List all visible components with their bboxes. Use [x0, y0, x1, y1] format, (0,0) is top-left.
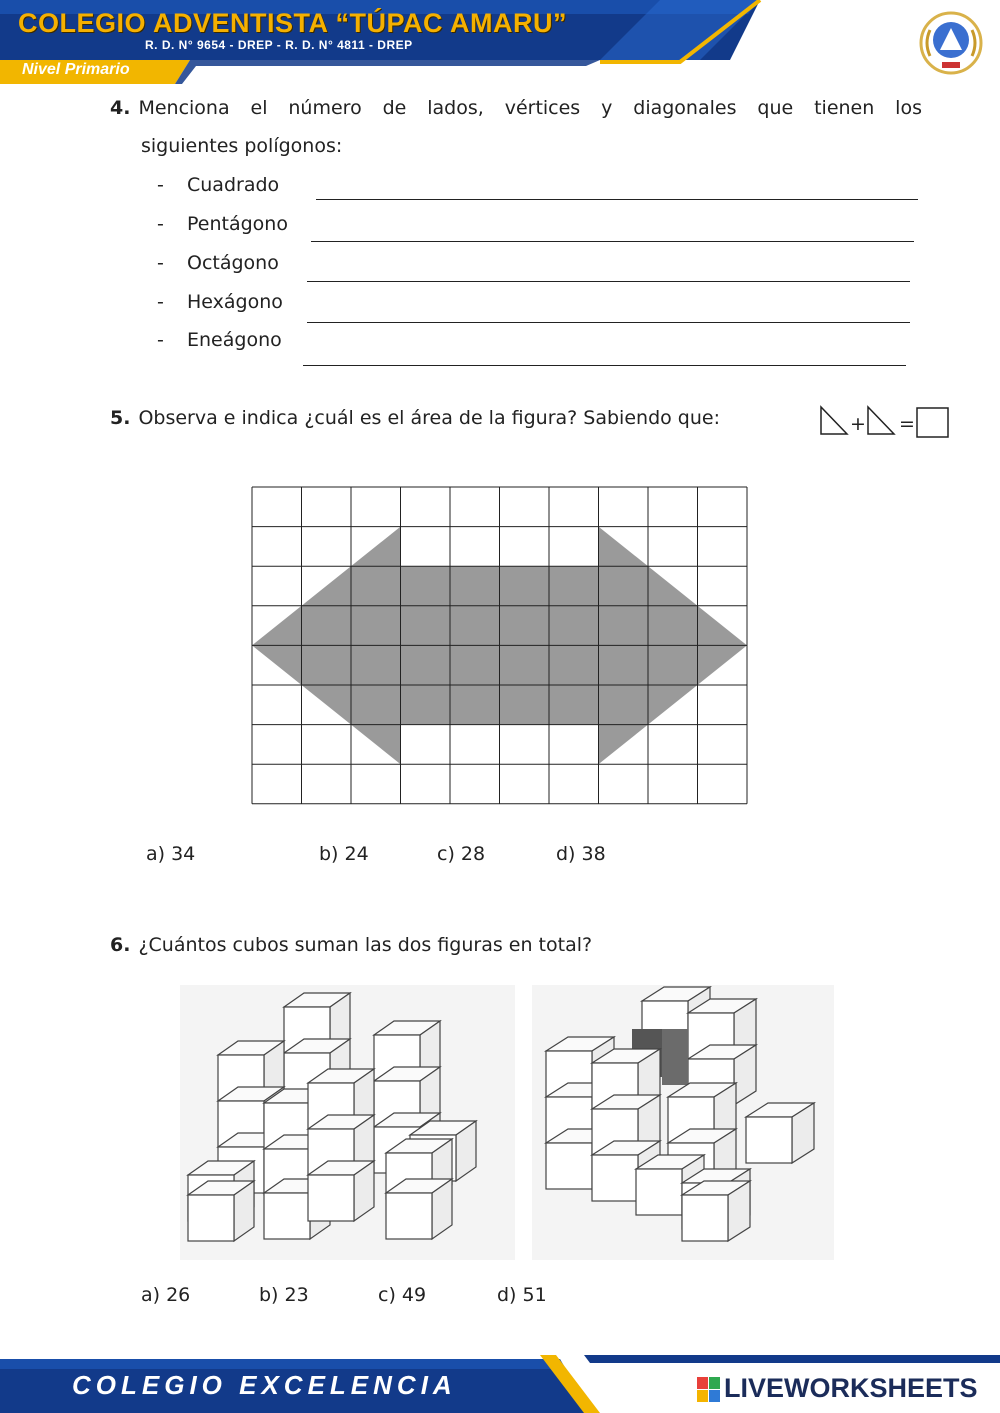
header-banner: [0, 0, 1000, 90]
level-label: Nivel Primario: [22, 61, 130, 78]
resolution-text: R. D. N° 9654 - DREP - R. D. N° 4811 - DREP: [145, 38, 413, 52]
q6-option-c[interactable]: c) 49: [378, 1284, 427, 1306]
q6-text: ¿Cuántos cubos suman las dos figuras en total?: [138, 934, 593, 956]
list-item: - Octágono: [157, 252, 279, 274]
cubes-figure-right: [532, 985, 834, 1260]
q5-text: Observa e indica ¿cuál es el área de la figura? Sabiendo que:: [138, 407, 720, 429]
plus-sign: +: [850, 413, 866, 435]
q5-option-a[interactable]: a) 34: [146, 843, 196, 865]
list-item: - Cuadrado: [157, 174, 280, 196]
q4-text-line2: siguientes polígonos:: [141, 135, 343, 157]
q5-option-d[interactable]: d) 38: [556, 843, 606, 865]
polygon-label-octagono: Octágono: [187, 252, 279, 274]
q6-option-b[interactable]: b) 23: [259, 1284, 309, 1306]
area-grid-figure: [250, 485, 750, 806]
liveworksheets-brand: LIVEWORKSHEETS: [724, 1373, 978, 1403]
q4-number: 4.: [110, 97, 131, 119]
q4-prompt: [110, 97, 922, 119]
answer-line-octagono[interactable]: [307, 281, 910, 282]
answer-line-hexagono[interactable]: [307, 322, 910, 323]
list-item: - Hexágono: [157, 291, 283, 313]
cubes-figure-left: [180, 985, 515, 1260]
answer-line-pentagono[interactable]: [311, 241, 914, 242]
polygon-label-hexagono: Hexágono: [187, 291, 283, 313]
q4-text-line1: Menciona el número de lados, vértices y diagonales que tienen los: [138, 97, 922, 119]
q5-option-b[interactable]: b) 24: [319, 843, 369, 865]
list-item: - Eneágono: [157, 329, 282, 351]
q5-option-c[interactable]: c) 28: [437, 843, 486, 865]
q6-option-a[interactable]: a) 26: [141, 1284, 191, 1306]
q6-prompt: [110, 934, 592, 956]
answer-line-cuadrado[interactable]: [316, 199, 918, 200]
answer-line-eneagono[interactable]: [303, 365, 906, 366]
school-seal-icon: [918, 10, 984, 76]
triangle-equation-icon: [818, 403, 953, 439]
q6-number: 6.: [110, 934, 131, 956]
school-name: COLEGIO ADVENTISTA “TÚPAC AMARU”: [18, 8, 567, 38]
list-item: - Pentágono: [157, 213, 288, 235]
equals-sign: =: [899, 413, 915, 435]
footer-motto: COLEGIO EXCELENCIA: [72, 1370, 457, 1400]
q6-option-d[interactable]: d) 51: [497, 1284, 547, 1306]
polygon-label-pentagono: Pentágono: [187, 213, 288, 235]
liveworksheets-logo-icon: [697, 1377, 721, 1403]
polygon-label-eneagono: Eneágono: [187, 329, 282, 351]
q5-prompt: [110, 407, 720, 429]
q5-number: 5.: [110, 407, 131, 429]
polygon-label-cuadrado: Cuadrado: [187, 174, 280, 196]
